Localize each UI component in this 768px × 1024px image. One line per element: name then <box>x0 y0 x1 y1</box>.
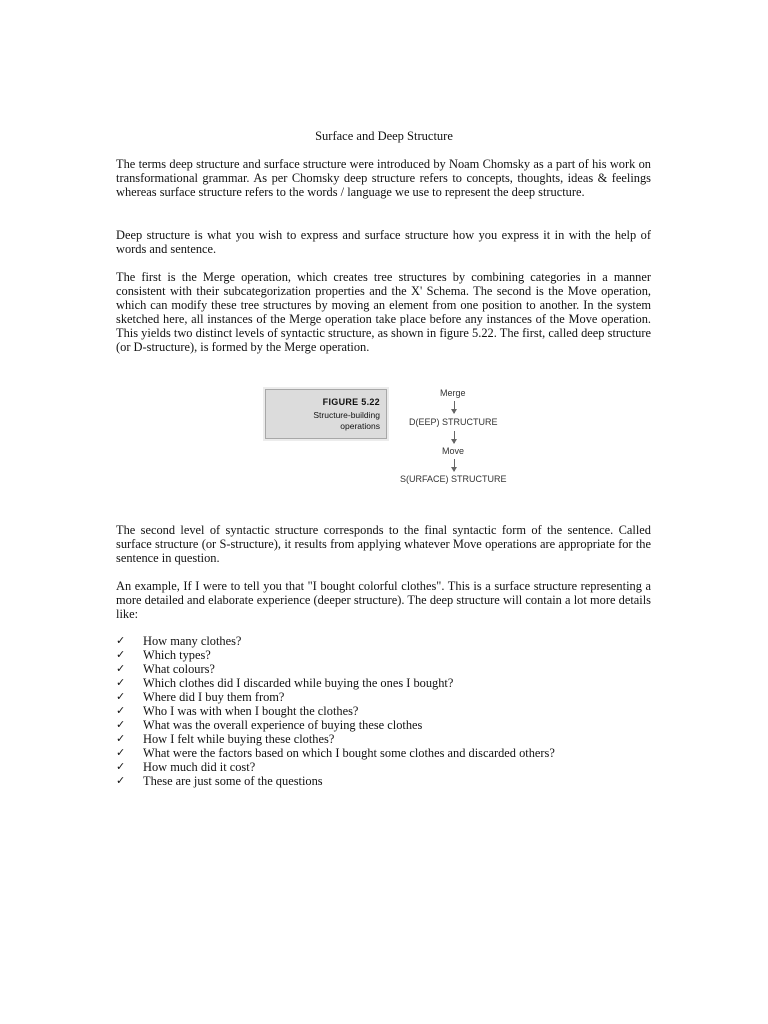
checkmark-icon: ✓ <box>116 690 126 703</box>
checklist-item-text: What colours? <box>143 662 215 676</box>
figure-caption-box <box>265 389 387 439</box>
checklist-item-text: Where did I buy them from? <box>143 690 285 704</box>
figure-merge-label: Merge <box>440 388 466 398</box>
checklist-item-text: How many clothes? <box>143 634 242 648</box>
paragraph-example: An example, If I were to tell you that "I bought colorful clothes". This is a surface structure representing a more detailed and elaborate experience (deeper structure). The deep structure will contain a lot more details like: <box>116 579 651 621</box>
checklist-item <box>116 634 555 648</box>
checkmark-icon: ✓ <box>116 732 126 745</box>
checklist-item <box>116 662 555 676</box>
checklist-item-text: What were the factors based on which I bought some clothes and discarded others? <box>143 746 555 760</box>
arrow-down-icon <box>454 401 455 413</box>
checkmark-icon: ✓ <box>116 648 126 661</box>
checklist-item <box>116 746 555 760</box>
checklist-item <box>116 718 555 732</box>
figure-structure-building <box>262 384 542 490</box>
checklist-item <box>116 732 555 746</box>
paragraph-surface-structure: The second level of syntactic structure corresponds to the final syntactic form of the sentence. Called surface structure (or S-structure), it results from applying whatever Move operations are appropriate for the sentence in question. <box>116 523 651 565</box>
checkmark-icon: ✓ <box>116 718 126 731</box>
checkmark-icon: ✓ <box>116 676 126 689</box>
checklist-item <box>116 760 555 774</box>
checkmark-icon: ✓ <box>116 634 126 647</box>
checkmark-icon: ✓ <box>116 746 126 759</box>
paragraph-merge-move: The first is the Merge operation, which creates tree structures by combining categories in a manner consistent with their subcategorization properties and the X' Schema. The second is the Move operation, which can modify these tree structures by moving an element from one position to another. In the system sketched here, all instances of the Merge operation take place before any instances of the Move operation. This yields two distinct levels of syntactic structure, as shown in figure 5.22. The first, called deep structure (or D-structure), is formed by the Merge operation. <box>116 270 651 354</box>
checkmark-icon: ✓ <box>116 704 126 717</box>
checklist-item-text: Who I was with when I bought the clothes? <box>143 704 359 718</box>
checkmark-icon: ✓ <box>116 760 126 773</box>
checklist-item <box>116 690 555 704</box>
checkmark-icon: ✓ <box>116 774 126 787</box>
figure-caption: Structure-building operations <box>313 410 380 431</box>
checklist-item-text: Which clothes did I discarded while buying the ones I bought? <box>143 676 454 690</box>
arrow-down-icon <box>454 431 455 443</box>
checklist-item-text: How I felt while buying these clothes? <box>143 732 335 746</box>
document-title: Surface and Deep Structure <box>315 129 453 143</box>
paragraph-definition: Deep structure is what you wish to express and surface structure how you express it in with the help of words and sentence. <box>116 228 651 256</box>
checklist-item <box>116 704 555 718</box>
figure-surface-structure-label: S(URFACE) STRUCTURE <box>400 474 507 484</box>
checklist-item-text: These are just some of the questions <box>143 774 323 788</box>
checklist-item-text: What was the overall experience of buying these clothes <box>143 718 423 732</box>
checklist-item <box>116 676 555 690</box>
figure-deep-structure-label: D(EEP) STRUCTURE <box>409 417 498 427</box>
checklist-item <box>116 774 555 788</box>
figure-number: FIGURE 5.22 <box>322 397 380 407</box>
checklist-item-text: Which types? <box>143 648 211 662</box>
arrow-down-icon <box>454 459 455 471</box>
question-checklist <box>116 634 555 788</box>
figure-move-label: Move <box>442 446 465 456</box>
checklist-item <box>116 648 555 662</box>
checklist-item-text: How much did it cost? <box>143 760 256 774</box>
paragraph-intro: The terms deep structure and surface structure were introduced by Noam Chomsky as a part of his work on transformational grammar. As per Chomsky deep structure refers to concepts, thoughts, ideas & feelings whereas surface structure refers to the words / language we use to represent the deep structure. <box>116 157 651 199</box>
checkmark-icon: ✓ <box>116 662 126 675</box>
